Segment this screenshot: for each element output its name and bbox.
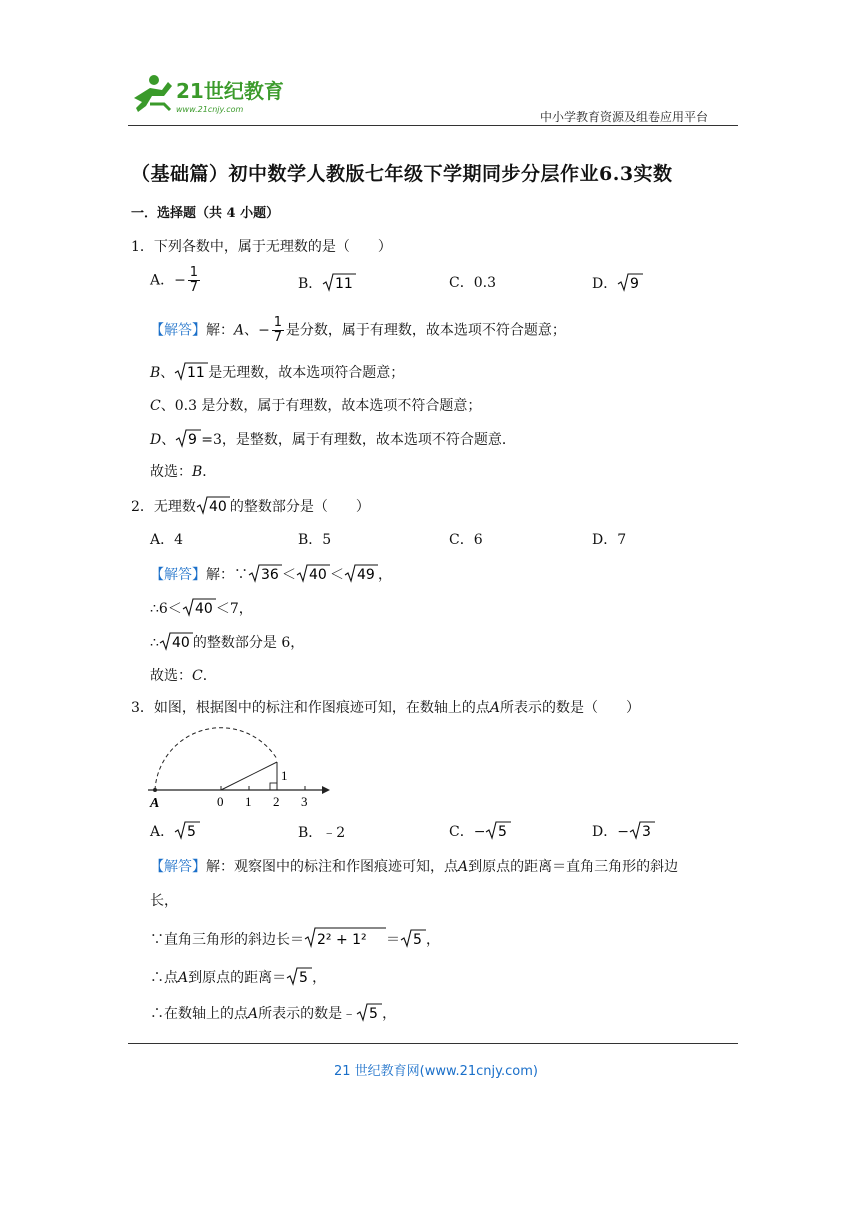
svg-text:5: 5 — [187, 824, 197, 840]
svg-text:5: 5 — [369, 1006, 379, 1022]
svg-text:9: 9 — [630, 276, 640, 292]
q2-choice: 故选：C． — [150, 668, 217, 684]
point-a-dot — [153, 788, 157, 792]
svg-text:5: 5 — [299, 970, 309, 986]
svg-text:3: 3 — [641, 824, 651, 840]
svg-text:1: 1 — [281, 768, 288, 783]
q2-option-c: C．6 — [449, 532, 483, 548]
svg-text:5: 5 — [498, 824, 508, 840]
q2-answer-line2: ∴6＜ 40 ＜7， — [150, 601, 253, 617]
q2-option-a: A．4 — [150, 532, 184, 548]
footer-divider — [128, 1043, 738, 1044]
q3-answer-line1-wrap: 长， — [150, 893, 178, 909]
q3-answer-line3: ∴点A到原点的距离＝ 5 ， — [150, 970, 327, 986]
runner-icon — [134, 75, 172, 112]
q3-answer-line4: ∴在数轴上的点A所表示的数是﹣ 5 ， — [150, 1006, 397, 1022]
q1-stem: 1．下列各数中，属于无理数的是（ ） — [131, 239, 392, 255]
q2-stem: 2．无理数 40 的整数部分是（ ） — [131, 499, 370, 515]
q1-choice: 故选：B． — [150, 464, 217, 480]
q3-answer-line2: ∵直角三角形的斜边长＝ 2² + 1² ＝ 5 ， — [150, 926, 440, 949]
q2-option-d: D．7 — [592, 532, 627, 548]
q1-option-d: D． 9 — [592, 272, 643, 293]
svg-text:11: 11 — [335, 276, 354, 292]
q3-stem: 3．如图，根据图中的标注和作图痕迹可知，在数轴上的点A所表示的数是（ ） — [131, 700, 641, 716]
q1-answer-line3: C、0.3 是分数，属于有理数，故本选项不符合题意； — [150, 398, 482, 414]
svg-text:40: 40 — [309, 567, 327, 583]
svg-text:2: 2 — [273, 794, 280, 809]
svg-text:9: 9 — [188, 432, 198, 448]
q1-option-c: C．0.3 — [449, 275, 496, 291]
q3-answer-line1: 【解答】解：观察图中的标注和作图痕迹可知，点A到原点的距离＝直角三角形的斜边 — [150, 859, 679, 875]
header-divider — [128, 125, 738, 126]
q1-option-b: B． 11 — [298, 272, 356, 293]
q2-answer-line1: 【解答】解：∵ 36 ＜ 40 ＜ 49 ， — [150, 567, 392, 583]
svg-text:49: 49 — [357, 567, 375, 583]
site-logo — [124, 70, 294, 120]
svg-text:3: 3 — [301, 794, 308, 809]
q1-option-a: A．− $\frac{1}{7}$ — [150, 265, 198, 295]
q3-option-c: C．− 5 — [449, 820, 511, 841]
section-heading: 一．选择题（共 4 小题） — [131, 206, 280, 221]
svg-text:5: 5 — [413, 932, 422, 948]
logo-url: www.21cnjy.com — [176, 105, 244, 114]
q3-option-a: A． 5 — [150, 820, 200, 841]
svg-text:36: 36 — [261, 567, 279, 583]
header-slogan: 中小学教育资源及组卷应用平台 — [540, 110, 709, 124]
svg-text:40: 40 — [194, 601, 213, 617]
svg-text:11: 11 — [187, 365, 206, 381]
q2-answer-line3: ∴ 40 的整数部分是 6， — [150, 635, 305, 651]
page-title: （基础篇）初中数学人教版七年级下学期同步分层作业6.3实数 — [131, 163, 673, 185]
svg-text:A: A — [150, 796, 160, 810]
right-angle-mark — [270, 783, 277, 790]
svg-text:2² + 1²: 2² + 1² — [317, 932, 367, 948]
q1-answer-line4: D、 9 =3，是整数，属于有理数，故本选项不符合题意． — [150, 432, 516, 448]
q2-option-b: B．5 — [298, 532, 332, 548]
q3-figure — [140, 722, 340, 810]
arrow-icon — [322, 786, 330, 794]
compass-arc — [155, 728, 277, 790]
svg-text:0: 0 — [217, 794, 224, 809]
footer-link[interactable]: 21 世纪教育网(www.21cnjy.com) — [334, 1064, 538, 1079]
svg-text:1: 1 — [245, 794, 252, 809]
hypotenuse — [221, 762, 277, 790]
svg-text:40: 40 — [208, 499, 227, 515]
svg-text:40: 40 — [171, 635, 190, 651]
logo-text: 21世纪教育 — [176, 79, 284, 103]
q1-answer-line1: 【解答】解：A、− $\frac{1}{7}$ 是分数，属于有理数，故本选项不符合题意； — [150, 315, 566, 345]
q3-option-b: B．﹣2 — [298, 825, 346, 841]
q3-option-d: D．− 3 — [592, 820, 655, 841]
q1-answer-line2: B、 11 是无理数，故本选项符合题意； — [150, 365, 405, 381]
